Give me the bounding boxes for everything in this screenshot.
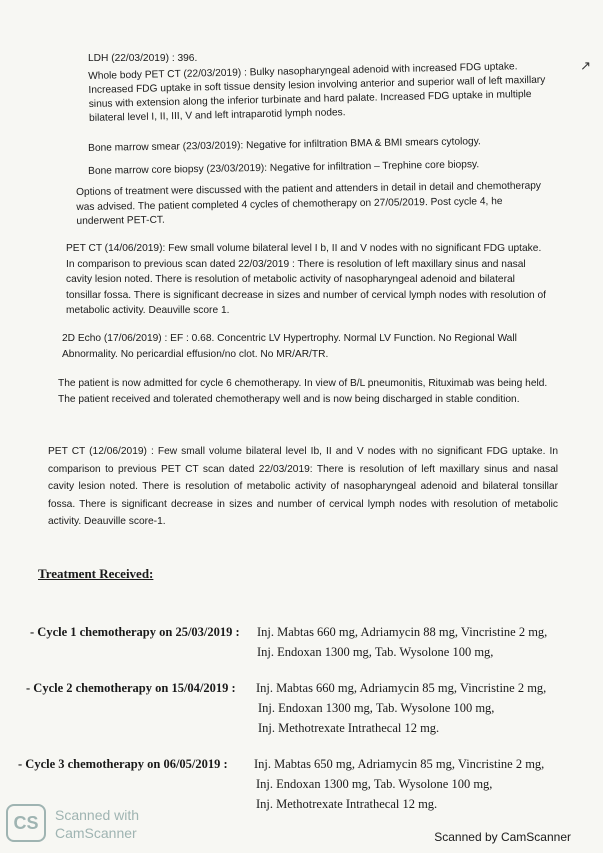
- cycle-1-line-1: Inj. Mabtas 660 mg, Adriamycin 88 mg, Vincristine 2 mg,: [257, 625, 548, 639]
- admission-note: The patient is now admitted for cycle 6 chemotherapy. In view of B/L pneumonitis, Rituximab was being held. The patient received and tolerated chemotherapy well and is now being discharged in stable condition.: [58, 378, 548, 405]
- pet-ct-followup: PET CT (14/06/2019): Few small volume bilateral level I b, II and V nodes with no significant FDG uptake. In comparison to previous scan dated 22/03/2019 : There is resolution of left maxillary sinus and nasal cavity lesion noted. There is resolution of metabolic activity of nasopharyngeal adenoid and bilateral tonsillar fossa. There is significant decrease in sizes and number of cervical lymph nodes with resolution of metabolic activity. Deauville score 1.: [66, 243, 546, 316]
- treatment-options: Options of treatment were discussed with the patient and attenders in detail in detail and chemotherapy was advised. The patient completed 4 cycles of chemotherapy on 27/05/2019. Post cycle 4, he underwent PET-CT.: [76, 180, 542, 227]
- bone-marrow-smear: Bone marrow smear (23/03/2019): Negative for infiltration BMA & BMI smears cytology.: [88, 136, 481, 154]
- echo-result: 2D Echo (17/06/2019) : EF : 0.68. Concentric LV Hypertrophy. Normal LV Function. No Regional Wall Abnormality. No pericardial effusion/no clot. No MR/AR/TR.: [62, 333, 517, 360]
- cycle-3-line-3: Inj. Methotrexate Intrathecal 12 mg.: [256, 797, 438, 811]
- cycle-2-title: - Cycle 2 chemotherapy on 15/04/2019 :: [26, 681, 236, 695]
- cycle-2-line-3: Inj. Methotrexate Intrathecal 12 mg.: [258, 721, 440, 735]
- cycle-1-line-2: Inj. Endoxan 1300 mg, Tab. Wysolone 100 mg,: [257, 645, 494, 659]
- camscanner-watermark: [55, 806, 139, 842]
- watermark-line-1: Scanned with: [55, 807, 140, 823]
- cycle-2-line-1: Inj. Mabtas 660 mg, Adriamycin 85 mg, Vincristine 2 mg,: [256, 681, 547, 695]
- bone-marrow-biopsy: Bone marrow core biopsy (23/03/2019): Negative for infiltration – Trephine core biopsy.: [88, 159, 480, 177]
- cycle-3-line-2: Inj. Endoxan 1300 mg, Tab. Wysolone 100 mg,: [256, 777, 493, 791]
- scanned-by-label: Scanned by CamScanner: [434, 830, 571, 844]
- ldh-result: LDH (22/03/2019) : 396.: [88, 53, 198, 64]
- camscanner-logo-icon: CS: [6, 804, 46, 842]
- cycle-3-line-1: Inj. Mabtas 650 mg, Adriamycin 85 mg, Vincristine 2 mg,: [254, 757, 545, 771]
- treatment-heading: Treatment Received:: [38, 566, 154, 581]
- watermark-line-2: CamScanner: [55, 825, 137, 841]
- pet-ct-latest: PET CT (12/06/2019) : Few small volume bilateral level Ib, II and V nodes with no significant FDG uptake. In comparison to previous PET CT scan dated 22/03/2019: There is resolution of left maxillary sinus and nasal cavity lesion noted. There is resolution of metabolic activity of nasopharyngeal adenoid and bilateral tonsillar fossa. There is significant decrease in sizes and number of cervical lymph nodes with resolution of metabolic activity. Deauville score-1.: [48, 446, 558, 527]
- cycle-1-title: - Cycle 1 chemotherapy on 25/03/2019 :: [30, 625, 240, 639]
- corner-arrow-icon: ↗: [580, 58, 591, 73]
- pet-ct-initial: Whole body PET CT (22/03/2019) : Bulky nasopharyngeal adenoid with increased FDG uptake. Increased FDG uptake in soft tissue density lesion involving anterior and superior wall of left maxillary sinus with extension along the inferior turbinate and hard palate. Increased FDG uptake in multiple bilateral level I, II, III, V and left intraparotid lymph nodes.: [88, 61, 546, 124]
- cycle-3-title: - Cycle 3 chemotherapy on 06/05/2019 :: [18, 757, 228, 771]
- cycle-2-line-2: Inj. Endoxan 1300 mg, Tab. Wysolone 100 mg,: [258, 701, 495, 715]
